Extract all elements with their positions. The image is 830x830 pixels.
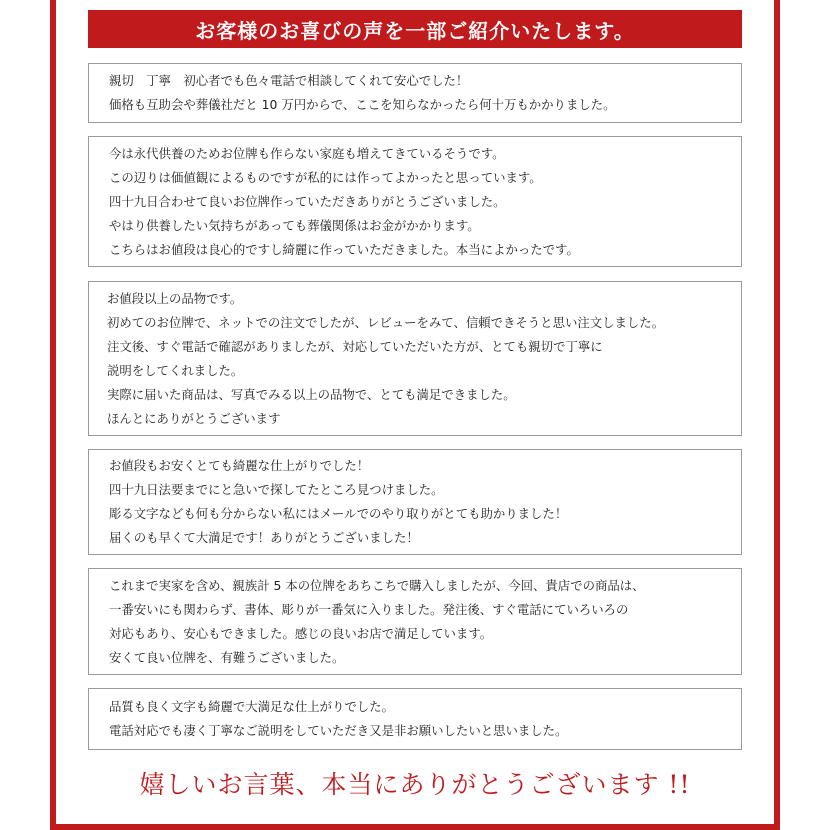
testimonial-line: 電話対応でも凄く丁寧なご説明をしていただき又是非お願いしたいと思いました。 [109, 723, 568, 738]
testimonial-line: 届くのも早くて大満足です！ありがとうございました！ [109, 530, 419, 545]
testimonial-line: 品質も良く文字も綺麗で大満足な仕上がりでした。 [109, 699, 394, 714]
testimonial-line: ほんとにありがとうございます [107, 410, 281, 426]
testimonial-box-4 [88, 449, 742, 555]
testimonial-line: 四十九日法要までにと急いで探してたところ見つけました。 [109, 482, 444, 497]
testimonial-line: 初めてのお位牌で、ネットでの注文でしたが、レビューをみて、信頼できそうと思い注文しました。 [107, 314, 665, 330]
testimonial-box-2 [88, 136, 742, 267]
testimonial-line: お値段以上の品物です。 [107, 290, 243, 306]
testimonial-line: 実際に届いた商品は、写真でみる以上の品物で、とても満足できました。 [107, 386, 516, 402]
closing-message: 嬉しいお言葉、本当にありがとうございます !! [139, 770, 691, 799]
testimonial-line: 一番安いにも関わらず、書体、彫りが一番気に入りました。発注後、すぐ電話にていろいろの [109, 601, 629, 617]
testimonial-line: やはり供養したい気持ちがあっても葬儀関係はお金がかかります。 [109, 217, 480, 233]
testimonial-line: 説明をしてくれました。 [107, 362, 244, 378]
testimonial-line: 彫る文字なども何も分からない私にはメールでのやり取りがとても助かりました！ [109, 506, 568, 521]
testimonial-line: 親切 丁寧 初心者でも色々電話で相談してくれて安心でした！ [109, 73, 469, 88]
testimonial-line: お値段もお安くとても綺麗な仕上がりでした！ [109, 458, 370, 473]
testimonial-box-6 [88, 688, 742, 750]
testimonial-line: この辺りは価値観によるものですが私的には作ってよかったと思っています。 [109, 169, 542, 185]
testimonial-line: これまで実家を含め、親族計 5 本の位牌をあちこちで購入しましたが、今回、貴店での商品は、 [109, 577, 645, 593]
testimonial-box-5 [88, 568, 742, 675]
testimonial-box-3 [88, 281, 742, 436]
testimonial-line: 注文後、すぐ電話で確認がありましたが、対応していただいた方が、とても親切で丁寧に [107, 338, 603, 354]
testimonial-line: こちらはお値段は良心的ですし綺麗に作っていただきました。本当によかったです。 [109, 241, 579, 257]
testimonial-line: 価格も互助会や葬儀社だと 10 万円からで、ここを知らなかったら何十万もかかりました。 [109, 97, 616, 112]
testimonial-line: 対応もあり、安心もできました。感じの良いお店で満足しています。 [109, 625, 493, 641]
page-title: お客様のお喜びの声を一部ご紹介いたします。 [88, 10, 742, 48]
testimonial-line: 今は永代供養のためお位牌も作らない家庭も増えてきているそうです。 [109, 145, 505, 161]
testimonial-box-1 [88, 63, 742, 123]
testimonial-line: 安くて良い位牌を、有難うございました。 [109, 649, 345, 665]
testimonial-line: 四十九日合わせて良いお位牌作っていただきありがとうございました。 [109, 193, 506, 209]
